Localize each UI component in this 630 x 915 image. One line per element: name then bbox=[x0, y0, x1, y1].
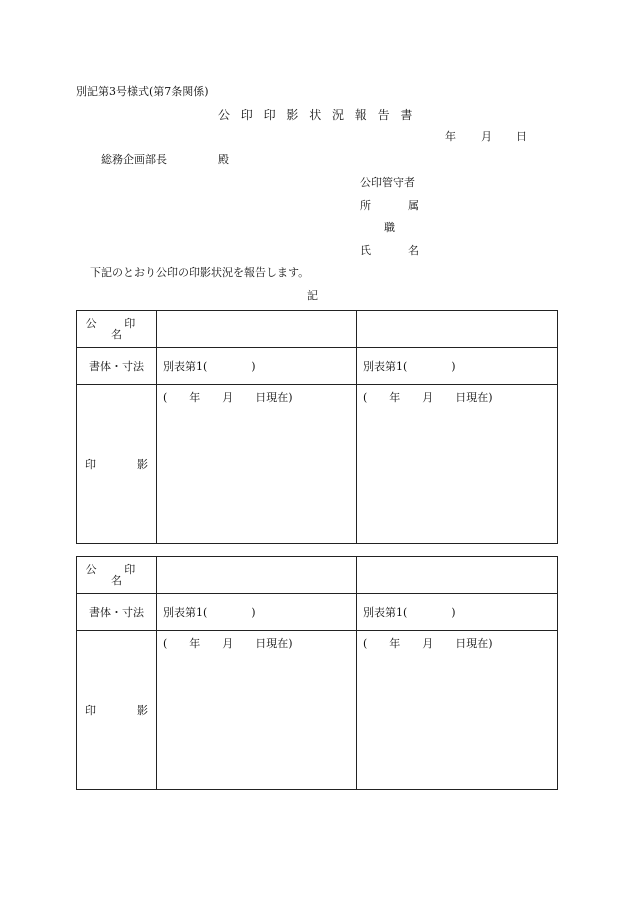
impression-row bbox=[77, 385, 558, 544]
seal-name-row bbox=[77, 557, 558, 594]
document-title: 公印印影状況報告書 bbox=[218, 108, 424, 122]
date-day: 日 bbox=[516, 130, 527, 143]
impression-cell[interactable]: ( 年 月 日現在) bbox=[157, 385, 357, 544]
seal-table-1 bbox=[76, 310, 558, 544]
affiliation-label-1: 所 bbox=[360, 199, 371, 212]
date-year: 年 bbox=[445, 130, 456, 143]
form-label: 別記第3号様式(第7条関係) bbox=[76, 85, 209, 98]
reporter-role: 公印管守者 bbox=[360, 176, 415, 189]
seal-name-cell[interactable] bbox=[157, 311, 357, 348]
style-size-row bbox=[77, 348, 558, 385]
seal-name-cell[interactable] bbox=[357, 557, 558, 594]
post-label: 職 bbox=[384, 221, 395, 234]
addressee-name: 総務企画部長 bbox=[101, 153, 167, 166]
style-size-label: 書体・寸法 bbox=[77, 594, 157, 631]
impression-cell[interactable]: ( 年 月 日現在) bbox=[357, 385, 558, 544]
style-size-row bbox=[77, 594, 558, 631]
impression-row bbox=[77, 631, 558, 790]
impression-label: 印 影 bbox=[77, 385, 157, 544]
seal-name-row bbox=[77, 311, 558, 348]
impression-label: 印 影 bbox=[77, 631, 157, 790]
style-size-cell[interactable]: 別表第1( ) bbox=[157, 594, 357, 631]
name-label-2: 名 bbox=[408, 244, 419, 257]
name-label-1: 氏 bbox=[360, 244, 371, 257]
style-size-cell[interactable]: 別表第1( ) bbox=[357, 594, 558, 631]
style-size-cell[interactable]: 別表第1( ) bbox=[357, 348, 558, 385]
seal-name-label: 公 印 名 bbox=[77, 557, 157, 594]
seal-name-label: 公 印 名 bbox=[77, 311, 157, 348]
addressee-honorific: 殿 bbox=[218, 153, 229, 166]
intro-text: 下記のとおり公印の印影状況を報告します。 bbox=[90, 266, 310, 279]
ki-mark: 記 bbox=[307, 289, 318, 302]
affiliation-label-2: 属 bbox=[408, 199, 419, 212]
style-size-label: 書体・寸法 bbox=[77, 348, 157, 385]
impression-cell[interactable]: ( 年 月 日現在) bbox=[157, 631, 357, 790]
impression-cell[interactable]: ( 年 月 日現在) bbox=[357, 631, 558, 790]
style-size-cell[interactable]: 別表第1( ) bbox=[157, 348, 357, 385]
seal-table-2 bbox=[76, 556, 558, 790]
seal-name-cell[interactable] bbox=[357, 311, 558, 348]
date-month: 月 bbox=[481, 130, 492, 143]
seal-name-cell[interactable] bbox=[157, 557, 357, 594]
